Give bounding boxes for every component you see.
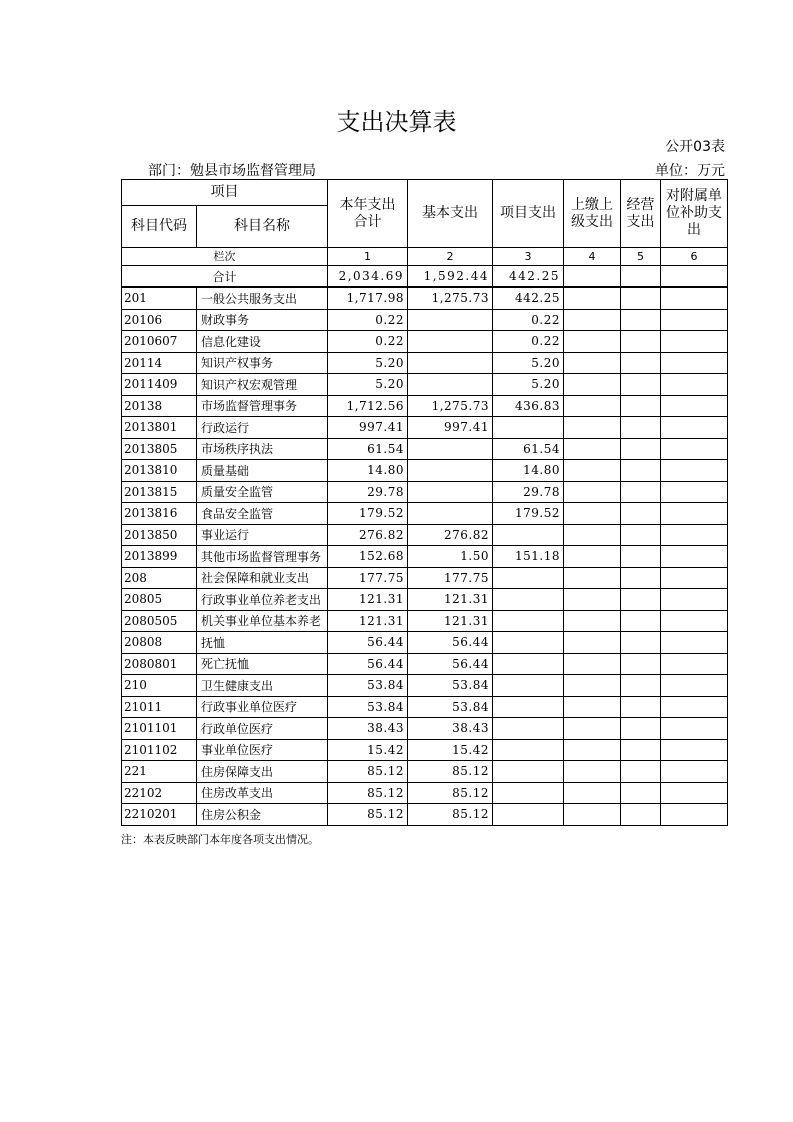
row-code: 2080505 — [122, 610, 197, 632]
row-code: 20114 — [122, 352, 197, 374]
row-business — [621, 696, 661, 718]
row-project — [493, 739, 564, 761]
row-project — [493, 696, 564, 718]
row-total: 179.52 — [328, 503, 408, 525]
table-row — [122, 804, 728, 826]
row-basic — [408, 309, 493, 331]
header-project: 项目 — [122, 180, 328, 206]
col-num-4: 4 — [564, 248, 621, 266]
row-project — [493, 804, 564, 826]
row-upper — [564, 696, 621, 718]
row-basic: 1.50 — [408, 546, 493, 568]
row-upper — [564, 589, 621, 611]
row-basic: 53.84 — [408, 696, 493, 718]
row-code: 20808 — [122, 632, 197, 654]
table-row — [122, 331, 728, 353]
table-row — [122, 739, 728, 761]
table-row — [122, 481, 728, 503]
row-code: 221 — [122, 761, 197, 783]
row-code: 2013805 — [122, 438, 197, 460]
row-subsidy — [661, 287, 728, 309]
col-num-6: 6 — [661, 248, 728, 266]
header-basic: 基本支出 — [408, 180, 493, 248]
row-upper — [564, 460, 621, 482]
row-code: 2101102 — [122, 739, 197, 761]
row-subsidy — [661, 331, 728, 353]
row-subsidy — [661, 761, 728, 783]
row-upper — [564, 503, 621, 525]
row-project — [493, 718, 564, 740]
table-row — [122, 675, 728, 697]
total-upper — [564, 266, 621, 288]
row-total: 85.12 — [328, 804, 408, 826]
row-code: 208 — [122, 567, 197, 589]
row-subsidy — [661, 309, 728, 331]
row-basic: 85.12 — [408, 804, 493, 826]
row-upper — [564, 481, 621, 503]
row-total: 29.78 — [328, 481, 408, 503]
row-business — [621, 395, 661, 417]
header-code: 科目代码 — [122, 206, 197, 248]
table-row — [122, 696, 728, 718]
row-project — [493, 589, 564, 611]
row-project — [493, 653, 564, 675]
table-row — [122, 567, 728, 589]
table-row — [122, 395, 728, 417]
row-basic — [408, 352, 493, 374]
row-name: 市场监督管理事务 — [197, 395, 328, 417]
row-total: 997.41 — [328, 417, 408, 439]
row-name: 死亡抚恤 — [197, 653, 328, 675]
row-upper — [564, 417, 621, 439]
row-total: 85.12 — [328, 782, 408, 804]
row-business — [621, 739, 661, 761]
row-name: 住房改革支出 — [197, 782, 328, 804]
row-total: 14.80 — [328, 460, 408, 482]
row-name: 住房保障支出 — [197, 761, 328, 783]
page-title: 支出决算表 — [336, 108, 457, 136]
row-name: 住房公积金 — [197, 804, 328, 826]
row-name: 社会保障和就业支出 — [197, 567, 328, 589]
row-total: 61.54 — [328, 438, 408, 460]
row-code: 2080801 — [122, 653, 197, 675]
row-project — [493, 610, 564, 632]
row-upper — [564, 675, 621, 697]
row-business — [621, 503, 661, 525]
row-upper — [564, 632, 621, 654]
header-upper-level: 上缴上级支出 — [564, 180, 621, 248]
row-subsidy — [661, 460, 728, 482]
row-basic — [408, 438, 493, 460]
total-basic: 1,592.44 — [408, 266, 493, 288]
table-row — [122, 632, 728, 654]
row-project: 5.20 — [493, 352, 564, 374]
row-subsidy — [661, 524, 728, 546]
row-upper — [564, 546, 621, 568]
total-business — [621, 266, 661, 288]
row-business — [621, 309, 661, 331]
row-name: 事业运行 — [197, 524, 328, 546]
row-business — [621, 567, 661, 589]
row-subsidy — [661, 417, 728, 439]
row-subsidy — [661, 653, 728, 675]
row-subsidy — [661, 804, 728, 826]
row-total: 121.31 — [328, 610, 408, 632]
row-total: 276.82 — [328, 524, 408, 546]
row-business — [621, 718, 661, 740]
row-upper — [564, 761, 621, 783]
table-row — [122, 761, 728, 783]
table-row — [122, 287, 728, 309]
row-subsidy — [661, 675, 728, 697]
table-row — [122, 460, 728, 482]
row-subsidy — [661, 739, 728, 761]
total-amount: 2,034.69 — [328, 266, 408, 288]
row-total: 1,712.56 — [328, 395, 408, 417]
row-basic: 53.84 — [408, 675, 493, 697]
row-total: 56.44 — [328, 653, 408, 675]
row-total: 121.31 — [328, 589, 408, 611]
row-upper — [564, 331, 621, 353]
footnote: 注：本表反映部门本年度各项支出情况。 — [121, 833, 319, 846]
row-project — [493, 567, 564, 589]
row-total: 85.12 — [328, 761, 408, 783]
row-name: 市场秩序执法 — [197, 438, 328, 460]
row-project: 14.80 — [493, 460, 564, 482]
row-subsidy — [661, 481, 728, 503]
row-name: 机关事业单位基本养老 — [197, 610, 328, 632]
row-name: 知识产权事务 — [197, 352, 328, 374]
row-upper — [564, 524, 621, 546]
row-total: 53.84 — [328, 696, 408, 718]
table-row — [122, 653, 728, 675]
total-label: 合计 — [122, 266, 328, 288]
row-subsidy — [661, 546, 728, 568]
row-business — [621, 287, 661, 309]
table-row — [122, 352, 728, 374]
row-upper — [564, 653, 621, 675]
row-upper — [564, 438, 621, 460]
row-upper — [564, 395, 621, 417]
row-business — [621, 417, 661, 439]
row-basic: 15.42 — [408, 739, 493, 761]
form-number: 公开03表 — [665, 139, 725, 155]
table-row — [122, 524, 728, 546]
unit-label: 单位：万元 — [655, 163, 725, 179]
row-project — [493, 524, 564, 546]
row-subsidy — [661, 438, 728, 460]
row-total: 38.43 — [328, 718, 408, 740]
row-subsidy — [661, 503, 728, 525]
row-project: 179.52 — [493, 503, 564, 525]
row-code: 2011409 — [122, 374, 197, 396]
row-business — [621, 460, 661, 482]
row-total: 15.42 — [328, 739, 408, 761]
row-subsidy — [661, 632, 728, 654]
row-name: 行政运行 — [197, 417, 328, 439]
row-code: 2013801 — [122, 417, 197, 439]
department-label: 部门：勉县市场监督管理局 — [148, 163, 316, 179]
total-project: 442.25 — [493, 266, 564, 288]
row-code: 201 — [122, 287, 197, 309]
total-row — [122, 266, 728, 288]
row-basic: 1,275.73 — [408, 287, 493, 309]
row-subsidy — [661, 374, 728, 396]
col-num-1: 1 — [328, 248, 408, 266]
row-subsidy — [661, 782, 728, 804]
row-name: 卫生健康支出 — [197, 675, 328, 697]
row-subsidy — [661, 696, 728, 718]
row-code: 2013850 — [122, 524, 197, 546]
row-project — [493, 782, 564, 804]
row-upper — [564, 718, 621, 740]
row-project: 151.18 — [493, 546, 564, 568]
table-row — [122, 438, 728, 460]
header-project-expenditure: 项目支出 — [493, 180, 564, 248]
row-code: 20138 — [122, 395, 197, 417]
row-business — [621, 761, 661, 783]
table-row — [122, 309, 728, 331]
row-name: 其他市场监督管理事务 — [197, 546, 328, 568]
row-basic — [408, 481, 493, 503]
row-project: 0.22 — [493, 331, 564, 353]
row-basic: 121.31 — [408, 589, 493, 611]
row-business — [621, 546, 661, 568]
row-basic — [408, 374, 493, 396]
row-subsidy — [661, 567, 728, 589]
row-total: 5.20 — [328, 374, 408, 396]
row-code: 22102 — [122, 782, 197, 804]
row-total: 53.84 — [328, 675, 408, 697]
row-upper — [564, 567, 621, 589]
header-column-label: 栏次 — [122, 248, 328, 266]
row-business — [621, 331, 661, 353]
table-row — [122, 589, 728, 611]
row-total: 0.22 — [328, 331, 408, 353]
row-subsidy — [661, 610, 728, 632]
row-name: 质量安全监管 — [197, 481, 328, 503]
row-upper — [564, 739, 621, 761]
row-name: 行政单位医疗 — [197, 718, 328, 740]
row-basic — [408, 503, 493, 525]
row-business — [621, 481, 661, 503]
row-basic: 177.75 — [408, 567, 493, 589]
header-total: 本年支出合计 — [328, 180, 408, 248]
row-total: 152.68 — [328, 546, 408, 568]
row-upper — [564, 374, 621, 396]
row-name: 知识产权宏观管理 — [197, 374, 328, 396]
row-business — [621, 610, 661, 632]
row-name: 质量基础 — [197, 460, 328, 482]
row-project: 0.22 — [493, 309, 564, 331]
row-basic: 1,275.73 — [408, 395, 493, 417]
expenditure-table — [121, 179, 728, 826]
row-project: 442.25 — [493, 287, 564, 309]
row-business — [621, 782, 661, 804]
row-business — [621, 675, 661, 697]
row-basic — [408, 331, 493, 353]
row-basic — [408, 460, 493, 482]
header-name: 科目名称 — [197, 206, 328, 248]
row-name: 信息化建设 — [197, 331, 328, 353]
row-subsidy — [661, 352, 728, 374]
row-total: 1,717.98 — [328, 287, 408, 309]
row-upper — [564, 610, 621, 632]
header-business: 经营支出 — [621, 180, 661, 248]
row-business — [621, 804, 661, 826]
row-subsidy — [661, 589, 728, 611]
col-num-2: 2 — [408, 248, 493, 266]
row-name: 食品安全监管 — [197, 503, 328, 525]
table-row — [122, 374, 728, 396]
header-subsidy: 对附属单位补助支出 — [661, 180, 728, 248]
row-code: 2013899 — [122, 546, 197, 568]
table-row — [122, 503, 728, 525]
table-row — [122, 610, 728, 632]
row-business — [621, 632, 661, 654]
row-project: 61.54 — [493, 438, 564, 460]
row-name: 财政事务 — [197, 309, 328, 331]
row-upper — [564, 352, 621, 374]
row-total: 0.22 — [328, 309, 408, 331]
row-upper — [564, 309, 621, 331]
row-project: 29.78 — [493, 481, 564, 503]
total-subsidy — [661, 266, 728, 288]
row-code: 2013810 — [122, 460, 197, 482]
row-code: 2010607 — [122, 331, 197, 353]
row-project — [493, 632, 564, 654]
row-name: 一般公共服务支出 — [197, 287, 328, 309]
row-code: 2210201 — [122, 804, 197, 826]
row-code: 20106 — [122, 309, 197, 331]
row-basic: 85.12 — [408, 761, 493, 783]
row-business — [621, 374, 661, 396]
row-basic: 56.44 — [408, 653, 493, 675]
row-name: 事业单位医疗 — [197, 739, 328, 761]
row-total: 56.44 — [328, 632, 408, 654]
row-subsidy — [661, 718, 728, 740]
row-business — [621, 524, 661, 546]
row-code: 2013816 — [122, 503, 197, 525]
row-basic: 38.43 — [408, 718, 493, 740]
row-basic: 997.41 — [408, 417, 493, 439]
row-project: 436.83 — [493, 395, 564, 417]
row-total: 5.20 — [328, 352, 408, 374]
row-total: 177.75 — [328, 567, 408, 589]
row-name: 行政事业单位医疗 — [197, 696, 328, 718]
row-code: 21011 — [122, 696, 197, 718]
row-basic: 276.82 — [408, 524, 493, 546]
row-basic: 121.31 — [408, 610, 493, 632]
row-name: 抚恤 — [197, 632, 328, 654]
row-upper — [564, 804, 621, 826]
row-upper — [564, 287, 621, 309]
table-row — [122, 718, 728, 740]
row-project — [493, 761, 564, 783]
row-project — [493, 417, 564, 439]
row-code: 20805 — [122, 589, 197, 611]
table-row — [122, 417, 728, 439]
table-row — [122, 782, 728, 804]
row-basic: 56.44 — [408, 632, 493, 654]
row-business — [621, 653, 661, 675]
row-code: 210 — [122, 675, 197, 697]
table-row — [122, 546, 728, 568]
col-num-5: 5 — [621, 248, 661, 266]
row-basic: 85.12 — [408, 782, 493, 804]
row-project: 5.20 — [493, 374, 564, 396]
row-subsidy — [661, 395, 728, 417]
row-upper — [564, 782, 621, 804]
row-project — [493, 675, 564, 697]
row-business — [621, 438, 661, 460]
row-name: 行政事业单位养老支出 — [197, 589, 328, 611]
row-business — [621, 589, 661, 611]
col-num-3: 3 — [493, 248, 564, 266]
row-code: 2101101 — [122, 718, 197, 740]
row-code: 2013815 — [122, 481, 197, 503]
row-business — [621, 352, 661, 374]
